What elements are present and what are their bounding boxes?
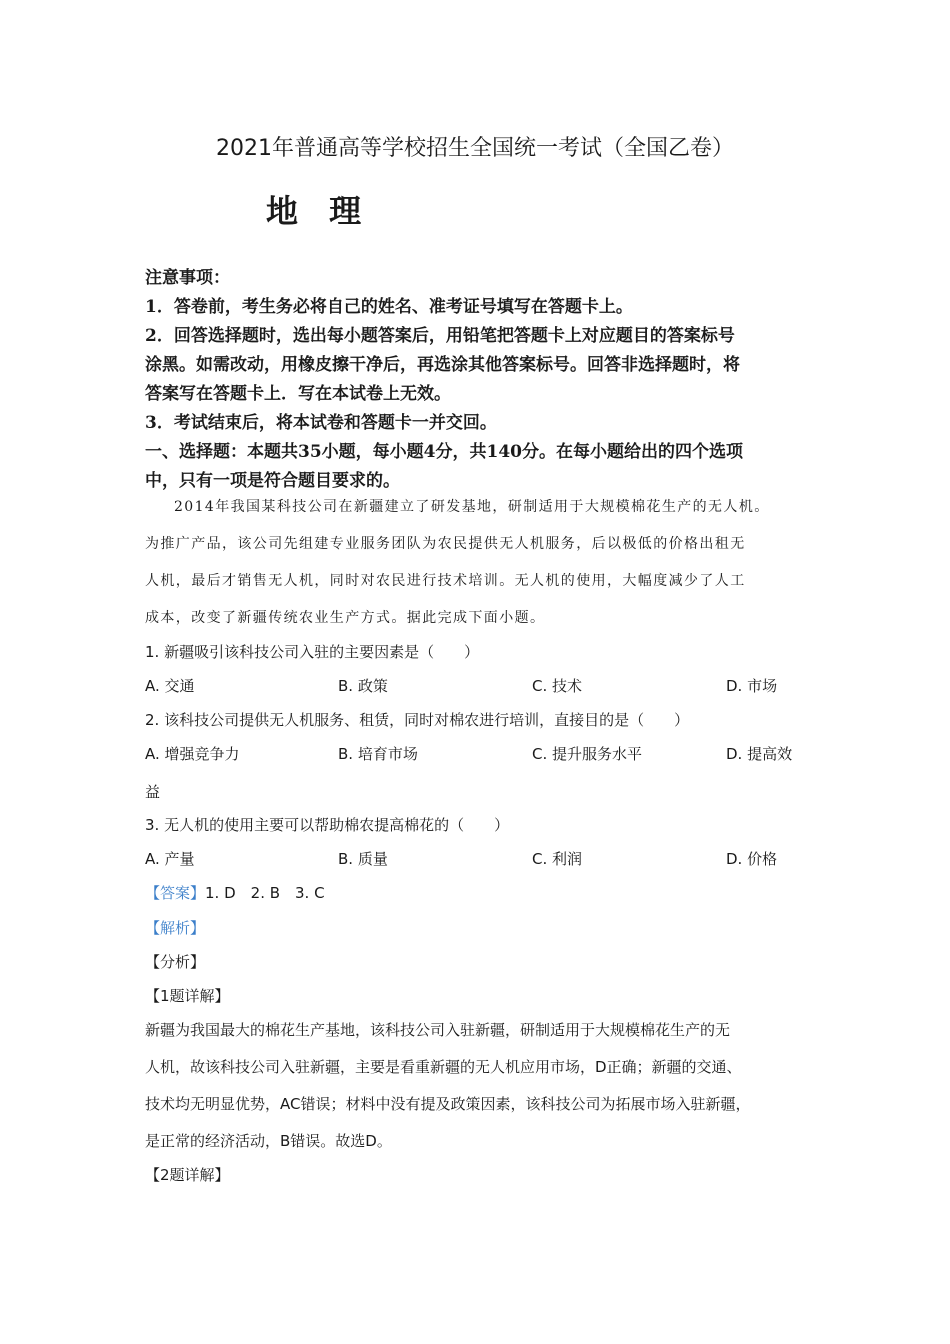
section-heading: 中，只有一项是符合题目要求的。	[145, 471, 400, 491]
answer-line	[145, 882, 325, 903]
option-d: D. 提高效	[726, 745, 793, 763]
exam-title: 2021年普通高等学校招生全国统一考试（全国乙卷）	[216, 136, 734, 161]
option-d-wrap: 益	[145, 783, 161, 801]
explanation-line: 人机，故该科技公司入驻新疆，主要是看重新疆的无人机应用市场，D正确；新疆的交通、	[145, 1058, 742, 1076]
section-heading: 一、选择题：本题共35小题，每小题4分，共140分。在每小题给出的四个选项	[145, 442, 743, 462]
notice-line: 1．答卷前，考生务必将自己的姓名、准考证号填写在答题卡上。	[145, 297, 633, 317]
option-a: A. 产量	[145, 850, 195, 868]
passage-line: 人机，最后才销售无人机，同时对农民进行技术培训。无人机的使用，大幅度减少了人工	[145, 573, 746, 589]
option-c: C. 提升服务水平	[532, 745, 643, 763]
q2-heading: 【2题详解】	[145, 1166, 230, 1184]
notice-line: 涂黑。如需改动，用橡皮擦干净后，再选涂其他答案标号。回答非选择题时，将	[145, 355, 740, 375]
notice-line: 2．回答选择题时，选出每小题答案后，用铅笔把答题卡上对应题目的答案标号	[145, 326, 735, 346]
question-stem: 2. 该科技公司提供无人机服务、租赁，同时对棉农进行培训，直接目的是（ ）	[145, 711, 690, 729]
notice-line: 答案写在答题卡上．写在本试卷上无效。	[145, 384, 451, 404]
explanation-line: 新疆为我国最大的棉花生产基地，该科技公司入驻新疆，研制适用于大规模棉花生产的无	[145, 1021, 731, 1039]
subject-title: 地 理	[266, 192, 372, 230]
option-b: B. 政策	[338, 677, 388, 695]
answer-tag: 【答案】	[145, 884, 206, 902]
passage-line: 成本，改变了新疆传统农业生产方式。据此完成下面小题。	[145, 610, 546, 626]
passage-line: 为推广产品，该公司先组建专业服务团队为农民提供无人机服务，后以极低的价格出租无	[145, 536, 746, 552]
notice-heading: 注意事项：	[145, 268, 230, 288]
question-stem: 1. 新疆吸引该科技公司入驻的主要因素是（ ）	[145, 643, 480, 661]
explanation-line: 技术均无明显优势，AC错误；材料中没有提及政策因素，该科技公司为拓展市场入驻新疆，	[145, 1095, 751, 1113]
analysis-tag: 【解析】	[145, 919, 206, 937]
notice-line: 3．考试结束后，将本试卷和答题卡一并交回。	[145, 413, 497, 433]
option-d: D. 价格	[726, 850, 778, 868]
answer-text: 1. D 2. B 3. C	[205, 884, 325, 902]
option-b: B. 培育市场	[338, 745, 418, 763]
explanation-line: 是正常的经济活动，B错误。故选D。	[145, 1132, 392, 1150]
option-a: A. 增强竞争力	[145, 745, 240, 763]
option-d: D. 市场	[726, 677, 778, 695]
option-a: A. 交通	[145, 677, 195, 695]
option-c: C. 技术	[532, 677, 583, 695]
passage-line: 2014年我国某科技公司在新疆建立了研发基地，研制适用于大规模棉花生产的无人机。	[174, 499, 770, 515]
fenxi-heading: 【分析】	[145, 953, 206, 971]
q1-heading: 【1题详解】	[145, 987, 230, 1005]
option-c: C. 利润	[532, 850, 583, 868]
option-b: B. 质量	[338, 850, 388, 868]
question-stem: 3. 无人机的使用主要可以帮助棉农提高棉花的（ ）	[145, 816, 510, 834]
